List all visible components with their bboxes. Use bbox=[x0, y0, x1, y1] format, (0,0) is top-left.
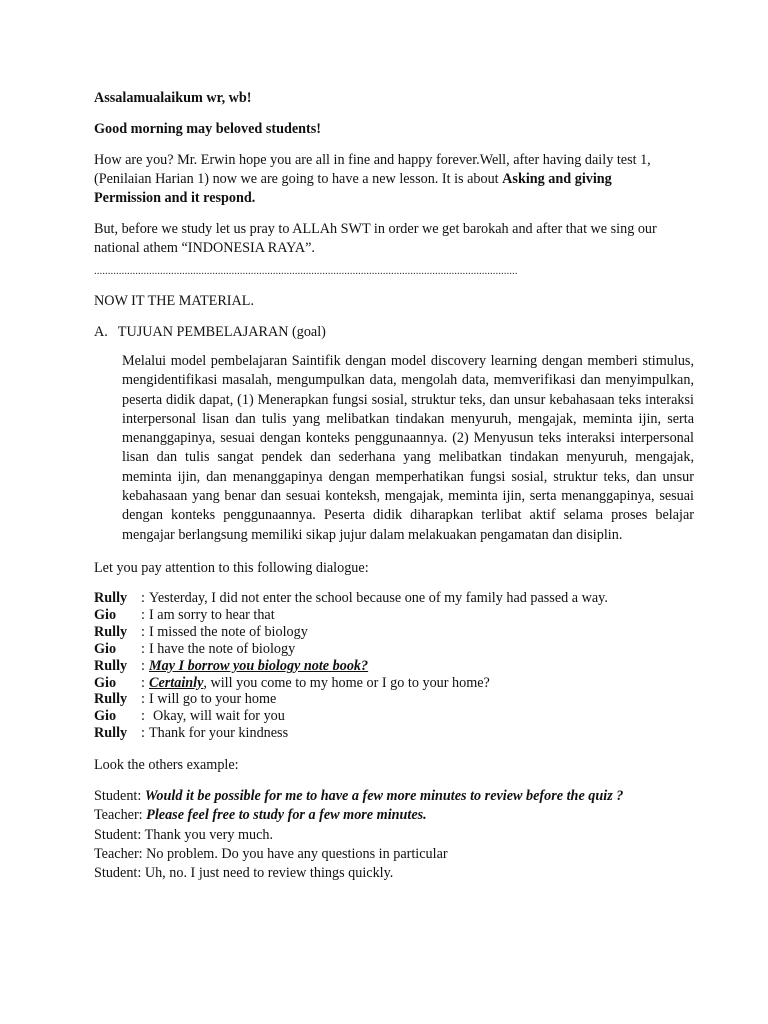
colon: : bbox=[141, 623, 145, 640]
speaker: Gio bbox=[94, 606, 117, 623]
dialogue-intro: Let you pay attention to this following dialogue: bbox=[94, 559, 369, 576]
greeting: Assalamualaikum wr, wb! bbox=[94, 90, 252, 106]
colon: : bbox=[141, 589, 145, 606]
goal-paragraph: Melalui model pembelajaran Saintifik dengan model discovery learning dengan memberi stimulus, mengidentifikasi masalah, mengumpulkan data, mengolah data, memverifikasi dan menyimpulkan, peserta didik dapat, (1) Menerapkan fungsi sosial, struktur teks, dan unsur kebahasaan teks interaksi interpersonal lisan dan tulis yang melibatkan tindakan menyuruh, mengajak, meminta ijin, serta menanggapinya, sesuai dengan konteks penggunaannya. (2) Menyusun teks interaksi interpersonal lisan dan tulis sangat pendek dan sederhana yang melibatkan tindakan menyuruh, mengajak, meminta ijin, dan menanggapinya dengan memperhatikan fungsi sosial, struktur teks, dan unsur kebahasaan yang benar dan sesuai konteksh, mengajak, meminta ijin, serta menanggapinya, sesuai dengan konteks penggunaannya. Peserta didik diharapkan terlibat aktif selama proses belajar mengajar berlangsung memiliki sikap jujur dalam melakuakan pengamatan dan disiplin. bbox=[122, 353, 694, 543]
speaker: Rully bbox=[94, 691, 128, 708]
colon: : bbox=[141, 725, 145, 742]
example-text: Uh, no. I just need to review things quickly. bbox=[144, 864, 394, 881]
speaker: Rully bbox=[94, 589, 128, 606]
role: Teacher: bbox=[94, 845, 143, 862]
dialogue-line bbox=[94, 691, 676, 708]
prayer-paragraph: But, before we study let us pray to ALLAh SWT in order we get barokah and after that we sing our national athem “INDONESIA RAYA”. bbox=[94, 221, 657, 256]
section-a-title: TUJUAN PEMBELAJARAN (goal) bbox=[117, 324, 326, 340]
example-line bbox=[94, 826, 676, 845]
role: Student: bbox=[94, 826, 142, 843]
dialogue-line bbox=[94, 725, 676, 742]
line-text: I will go to your home bbox=[149, 691, 277, 708]
speaker: Gio bbox=[94, 674, 117, 691]
morning-greeting: Good morning may beloved students! bbox=[94, 121, 322, 137]
role: Student: bbox=[94, 864, 142, 881]
example-line bbox=[94, 864, 676, 883]
example-text: Thank you very much. bbox=[144, 826, 274, 843]
intro-paragraph bbox=[94, 151, 676, 208]
line-emphasis: Certainly bbox=[149, 674, 204, 691]
speaker: Rully bbox=[94, 657, 128, 674]
dotted-separator: .......................................................................................................................................................... bbox=[94, 265, 518, 277]
speaker: Rully bbox=[94, 725, 128, 742]
role: Student: bbox=[94, 788, 142, 805]
section-a-letter: A. bbox=[94, 324, 108, 340]
dialogue-line bbox=[94, 658, 676, 675]
line-text: , will you come to my home or I go to your home? bbox=[203, 674, 490, 691]
intro-bold-topic: Asking and giving Permission and it respond. bbox=[94, 171, 612, 206]
colon: : bbox=[141, 606, 145, 623]
line-text: Okay, will wait for you bbox=[153, 708, 285, 725]
dialogue-line bbox=[94, 708, 676, 725]
dialogue-line bbox=[94, 641, 676, 658]
intro-text: How are you? Mr. Erwin hope you are all in fine and happy forever.Well, after having daily test 1, (Penilaian Harian 1) now we are going to have a new lesson. It is about bbox=[94, 152, 651, 187]
material-heading: NOW IT THE MATERIAL. bbox=[94, 293, 254, 309]
line-text: I have the note of biology bbox=[149, 640, 296, 657]
examples bbox=[94, 787, 676, 883]
line-text: I missed the note of biology bbox=[149, 623, 308, 640]
example-text: No problem. Do you have any questions in particular bbox=[146, 845, 448, 862]
speaker: Gio bbox=[94, 708, 117, 725]
line-text: Thank for your kindness bbox=[149, 725, 289, 742]
colon: : bbox=[141, 691, 145, 708]
colon: : bbox=[141, 657, 145, 674]
example-emphasis: Please feel free to study for a few more minutes. bbox=[146, 807, 427, 824]
example-line bbox=[94, 787, 676, 806]
dialogue-line bbox=[94, 624, 676, 641]
dialogue-line bbox=[94, 675, 676, 692]
example-emphasis: Would it be possible for me to have a few more minutes to review before the quiz ? bbox=[144, 788, 624, 805]
section-a-heading bbox=[94, 323, 676, 342]
examples-intro: Look the others example: bbox=[94, 757, 239, 774]
speaker: Rully bbox=[94, 623, 128, 640]
dialogue-line bbox=[94, 607, 676, 624]
colon: : bbox=[141, 674, 145, 691]
role: Teacher: bbox=[94, 807, 143, 824]
example-line bbox=[94, 845, 676, 864]
colon: : bbox=[141, 640, 145, 657]
line-emphasis: May I borrow you biology note book? bbox=[149, 657, 369, 674]
document-page bbox=[94, 89, 694, 883]
speaker: Gio bbox=[94, 640, 117, 657]
dialogue-line bbox=[94, 590, 676, 607]
colon: : bbox=[141, 708, 145, 725]
dialogue bbox=[94, 590, 676, 742]
example-line bbox=[94, 806, 676, 825]
line-text: I am sorry to hear that bbox=[149, 606, 275, 623]
line-text: Yesterday, I did not enter the school because one of my family had passed a way. bbox=[149, 589, 608, 606]
